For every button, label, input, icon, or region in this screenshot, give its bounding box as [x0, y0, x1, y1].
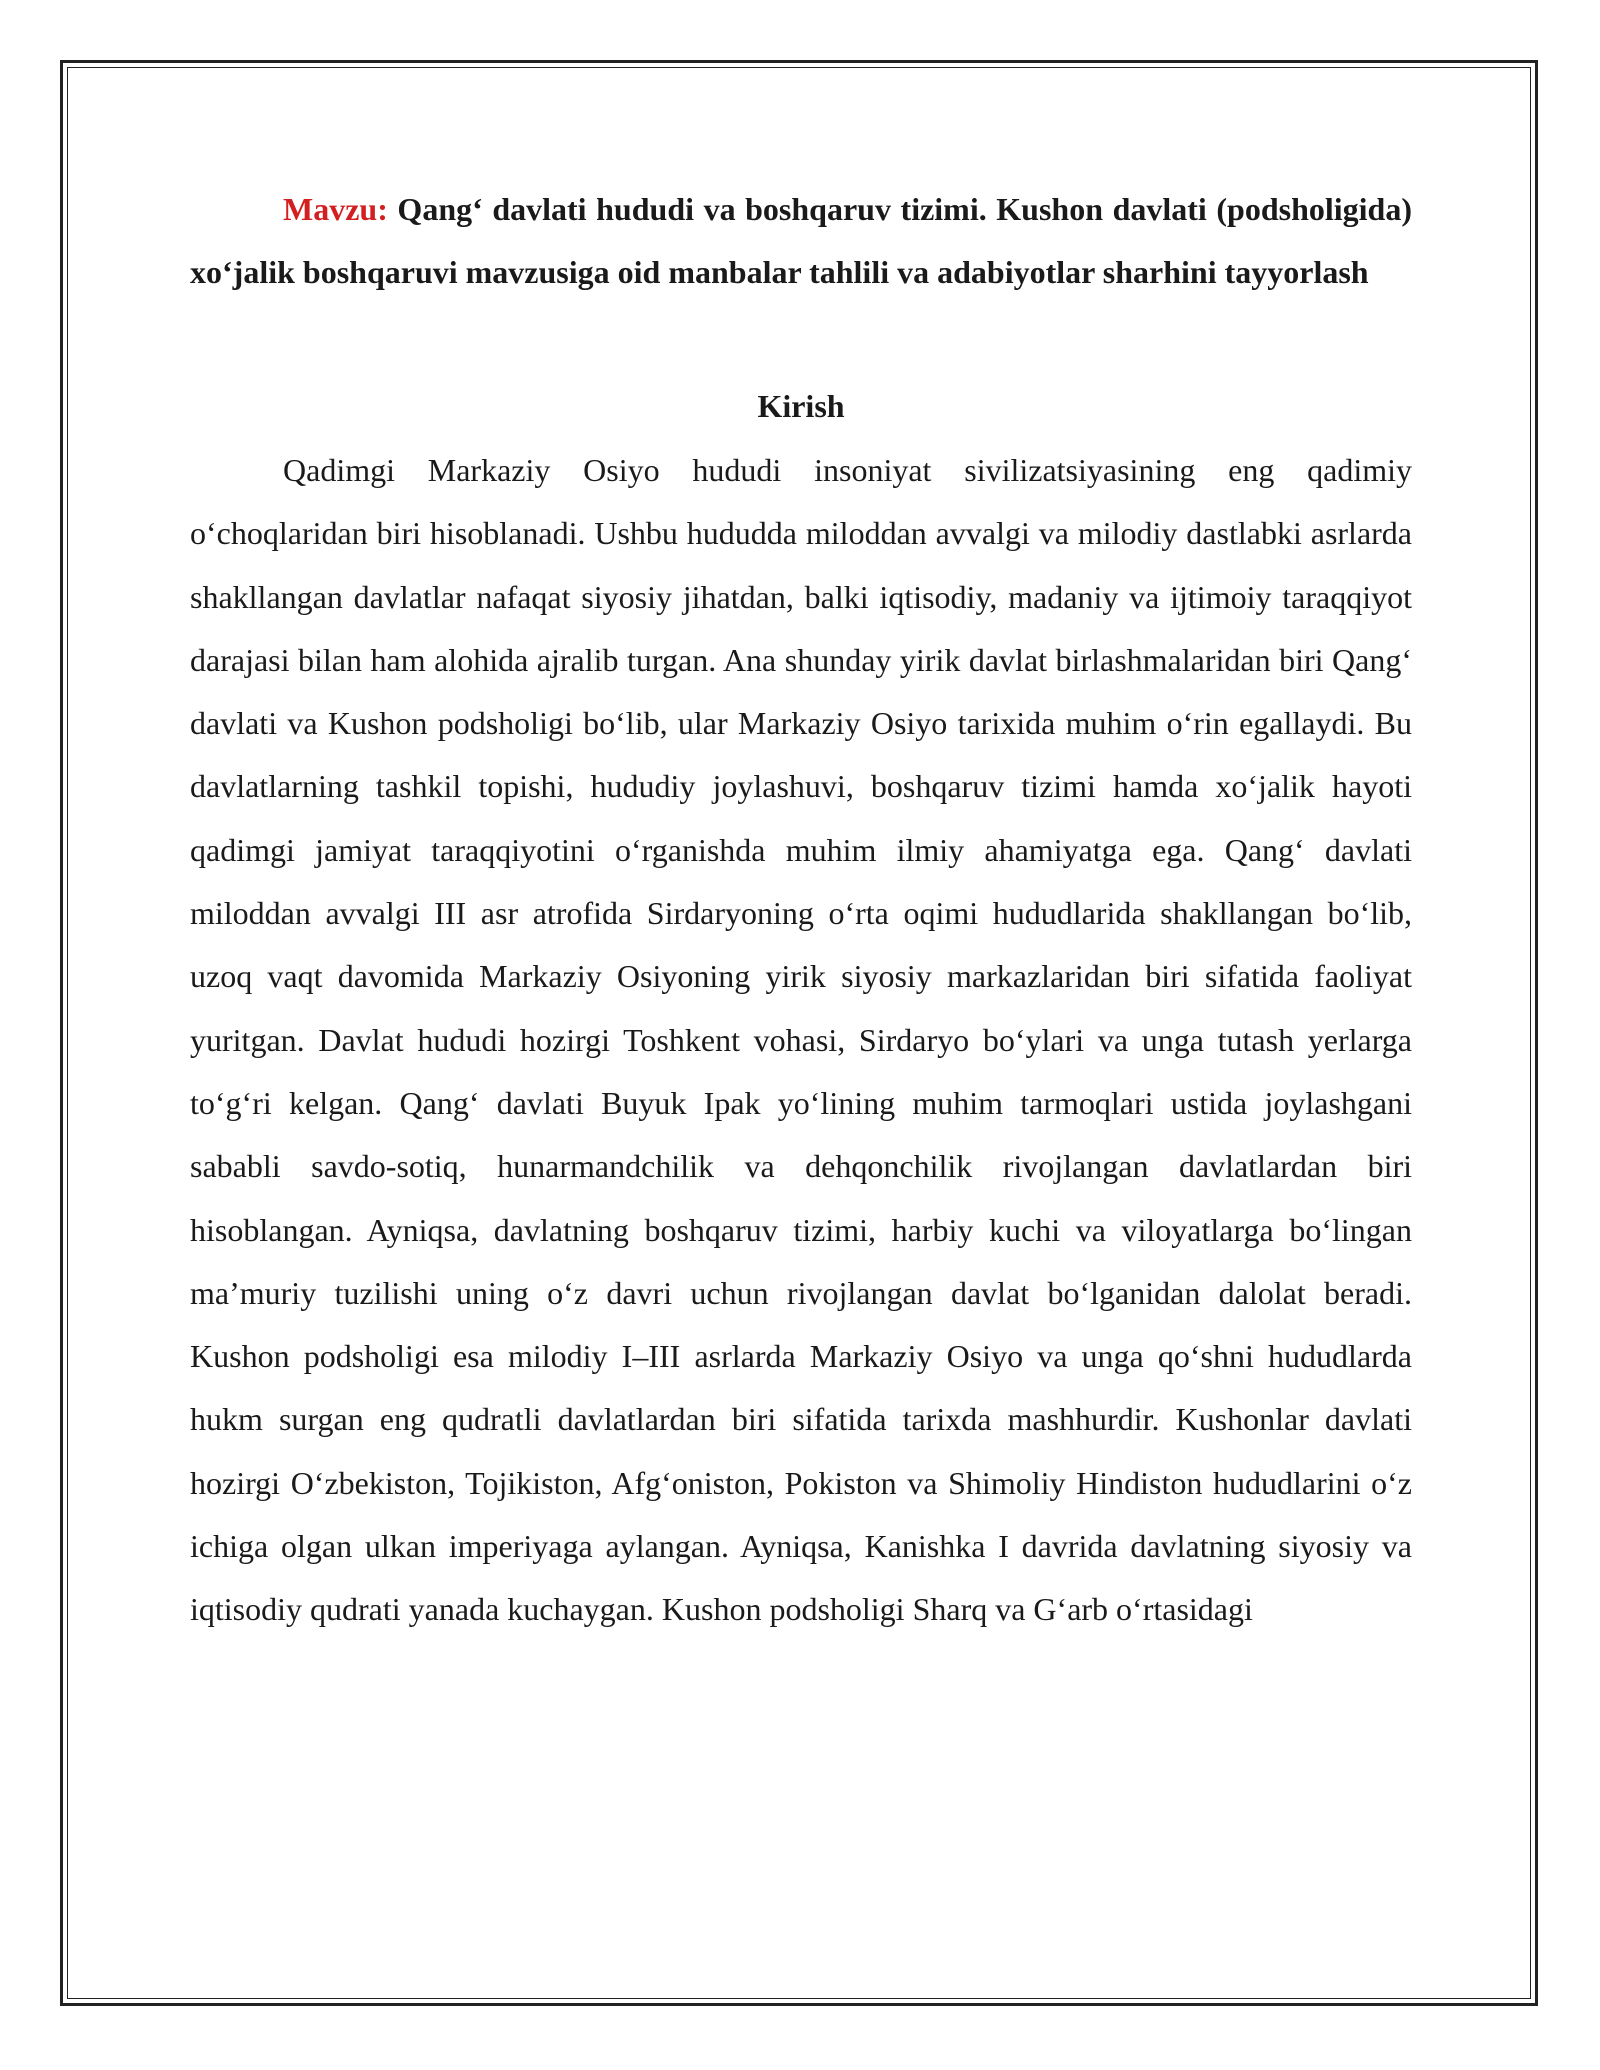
- document-body: [190, 178, 1412, 1642]
- body-paragraph: Qadimgi Markaziy Osiyo hududi insoniyat sivilizatsiyasining eng qadimiy o‘choqlaridan biri hisoblanadi. Ushbu hududda miloddan avvalgi va milodiy dastlabki asrlarda shakllangan davlatlar nafaqat siyosiy jihatdan, balki iqtisodiy, madaniy va ijtimoiy taraqqiyot darajasi bilan ham alohida ajralib turgan. Ana shunday yirik davlat birlashmalaridan biri Qang‘ davlati va Kushon podsholigi bo‘lib, ular Markaziy Osiyo tarixida muhim o‘rin egallaydi. Bu davlatlarning tashkil topishi, hududiy joylashuvi, boshqaruv tizimi hamda xo‘jalik hayoti qadimgi jamiyat taraqqiyotini o‘rganishda muhim ilmiy ahamiyatga ega. Qang‘ davlati miloddan avvalgi III asr atrofida Sirdaryoning o‘rta oqimi hududlarida shakllangan bo‘lib, uzoq vaqt davomida Markaziy Osiyoning yirik siyosiy markazlaridan biri sifatida faoliyat yuritgan. Davlat hududi hozirgi Toshkent vohasi, Sirdaryo bo‘ylari va unga tutash yerlarga to‘g‘ri kelgan. Qang‘ davlati Buyuk Ipak yo‘lining muhim tarmoqlari ustida joylashgani sababli savdo-sotiq, hunarmandchilik va dehqonchilik rivojlangan davlatlardan biri hisoblangan. Ayniqsa, davlatning boshqaruv tizimi, harbiy kuchi va viloyatlarga bo‘lingan ma’muriy tuzilishi uning o‘z davri uchun rivojlangan davlat bo‘lganidan dalolat beradi. Kushon podsholigi esa milodiy I–III asrlarda Markaziy Osiyo va unga qo‘shni hududlarda hukm surgan eng qudratli davlatlardan biri sifatida tarixda mashhurdir. Kushonlar davlati hozirgi O‘zbekiston, Tojikiston, Afg‘oniston, Pokiston va Shimoliy Hindiston hududlarini o‘z ichiga olgan ulkan imperiyaga aylangan. Ayniqsa, Kanishka I davrida davlatning siyosiy va iqtisodiy qudrati yanada kuchaygan. Kushon podsholigi Sharq va G‘arb o‘rtasidagi: [190, 452, 1412, 1628]
- topic-text: Qang‘ davlati hududi va boshqaruv tizimi. Kushon davlati (podsholigida) xo‘jalik boshqaruvi mavzusiga oid manbalar tahlili va adabiyotlar sharhini tayyorlash: [190, 191, 1412, 290]
- topic-title: [190, 178, 1412, 304]
- section-heading: Kirish: [757, 388, 845, 424]
- topic-label: Mavzu:: [283, 191, 388, 227]
